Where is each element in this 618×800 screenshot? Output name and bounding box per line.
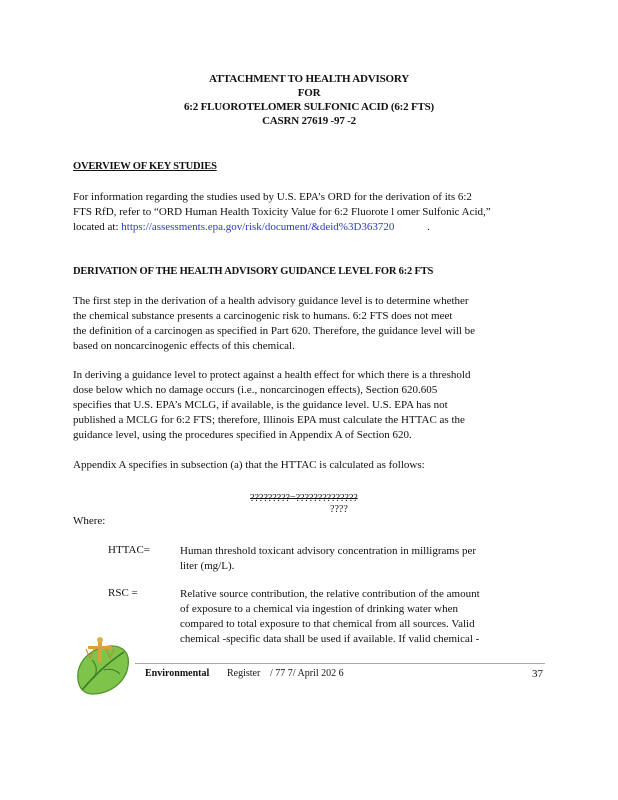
where-label: Where: <box>73 515 106 527</box>
attachment-header <box>0 72 618 128</box>
footer-publication: Environmental <box>145 668 210 679</box>
httac-formula <box>250 493 358 515</box>
footer-page-number: 37 <box>532 668 543 680</box>
definition-line: Human threshold toxicant advisory concentration in milligrams per <box>180 545 477 557</box>
p1-line: the chemical substance presents a carcinogenic risk to humans. 6:2 FTS does not meet <box>73 310 453 322</box>
p2-line: guidance level, using the procedures specified in Appendix A of Section 620. <box>73 429 412 441</box>
p3-line: Appendix A specifies in subsection (a) that the HTTAC is calculated as follows: <box>73 459 425 471</box>
overview-line-1: For information regarding the studies used by U.S. EPA’s ORD for the derivation of its 6:2 <box>73 191 472 203</box>
definition-term-httac: HTTAC= <box>108 544 150 556</box>
derivation-paragraph-2 <box>73 368 543 443</box>
p2-line: dose below which no damage occurs (i.e., noncarcinogen effects), Section 620.605 <box>73 384 438 396</box>
header-for: FOR <box>297 87 321 99</box>
definition-line: Relative source contribution, the relative contribution of the amount <box>180 588 480 600</box>
definition-rsc <box>180 587 528 647</box>
p1-line: The first step in the derivation of a health advisory guidance level is to determine whether <box>73 295 469 307</box>
definition-line: of exposure to a chemical via ingestion of drinking water when <box>180 603 458 615</box>
footer-register: Register <box>227 668 261 679</box>
derivation-paragraph-3 <box>73 458 543 473</box>
p2-line: In deriving a guidance level to protect against a health effect for which there is a threshold <box>73 369 471 381</box>
illinois-register-leaf-logo <box>72 636 132 698</box>
located-at-label: located at: <box>73 221 119 233</box>
derivation-paragraph-1 <box>73 294 543 354</box>
header-title: ATTACHMENT TO HEALTH ADVISORY <box>209 73 409 85</box>
header-chemical: 6:2 FLUOROTELOMER SULFONIC ACID (6:2 FTS) <box>183 101 434 113</box>
overview-line-3 <box>73 220 543 235</box>
p1-line: based on noncarcinogenic effects of this chemical. <box>73 340 295 352</box>
p2-line: published a MCLG for 6:2 FTS; therefore, Illinois EPA must calculate the HTTAC as the <box>73 414 465 426</box>
header-casrn: CASRN 27619 -97 -2 <box>262 115 356 127</box>
formula-numerator: ?????????=?????????????? <box>250 493 358 504</box>
definition-term-rsc: RSC = <box>108 587 138 599</box>
definition-httac <box>180 544 528 574</box>
overview-line-2: FTS RfD, refer to “ORD Human Health Toxicity Value for 6:2 Fluorote l omer Sulfonic Acid,” <box>73 206 491 218</box>
derivation-heading: DERIVATION OF THE HEALTH ADVISORY GUIDANCE LEVEL FOR 6:2 FTS <box>73 266 434 277</box>
ord-document-link[interactable]: https://assessments.epa.gov/risk/document/&deid%3D363720 <box>121 221 395 233</box>
formula-denominator: ???? <box>330 504 348 515</box>
definition-line: chemical -specific data shall be used if available. If valid chemical - <box>180 633 480 645</box>
overview-paragraph <box>73 190 543 235</box>
definition-line: liter (mg/L). <box>180 560 235 572</box>
p1-line: the definition of a carcinogen as specified in Part 620. Therefore, the guidance level will be <box>73 325 476 337</box>
overview-heading: OVERVIEW OF KEY STUDIES <box>73 161 217 172</box>
period: . <box>427 221 430 233</box>
p2-line: specifies that U.S. EPA’s MCLG, if available, is the guidance level. U.S. EPA has not <box>73 399 448 411</box>
footer-rule <box>135 663 545 664</box>
footer-issue: / 77 7/ April 202 6 <box>270 668 344 679</box>
definition-line: compared to total exposure to that chemical from all sources. Valid <box>180 618 475 630</box>
